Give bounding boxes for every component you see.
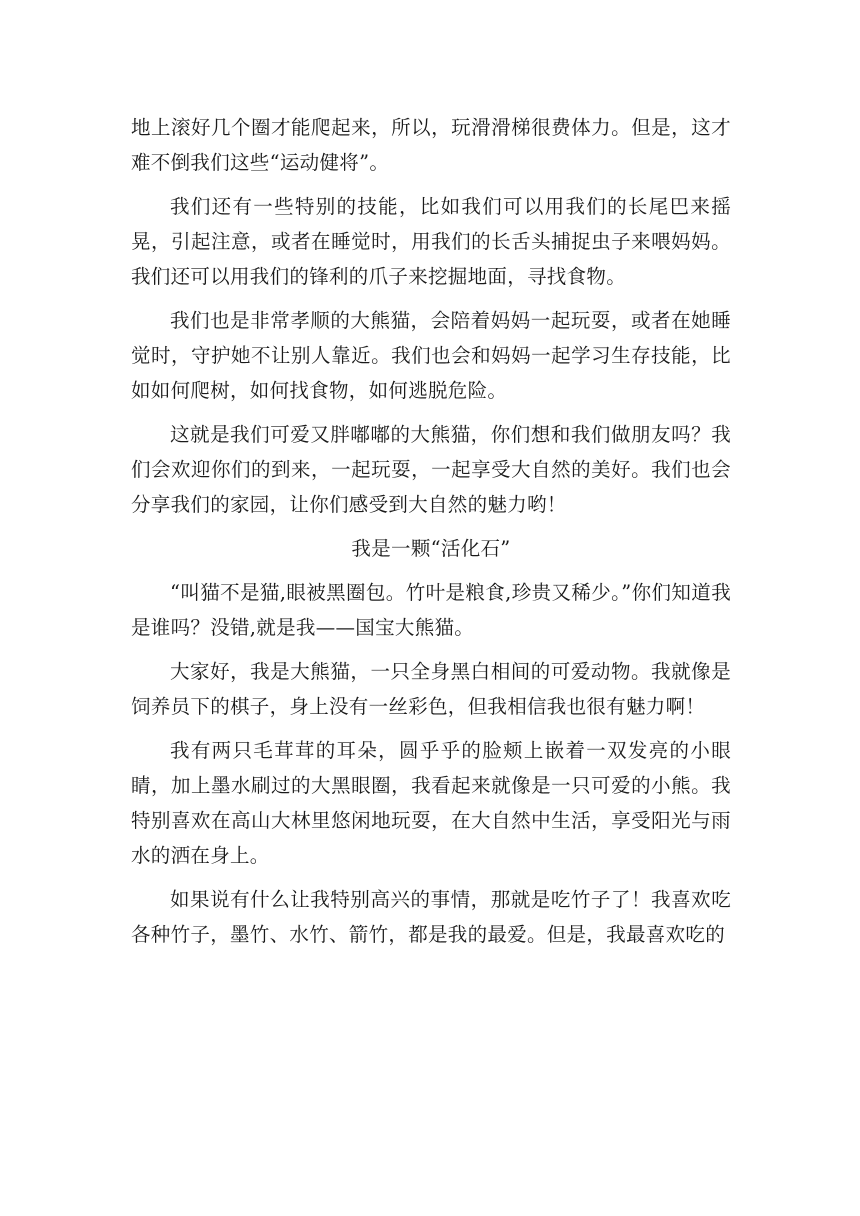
paragraph: 我们也是非常孝顺的大熊猫，会陪着妈妈一起玩耍，或者在她睡觉时，守护她不让别人靠近。我们也会和妈妈一起学习生存技能，比如如何爬树，如何找食物，如何逃脱危险。 — [131, 309, 731, 402]
paragraph: 我们还有一些特别的技能，比如我们可以用我们的长尾巴来摇晃，引起注意，或者在睡觉时，用我们的长舌头捕捉虫子来喂妈妈。我们还可以用我们的锋利的爪子来挖掘地面，寻找食物。 — [131, 195, 731, 288]
paragraph: “叫猫不是猫,眼被黑圈包。竹叶是粮食,珍贵又稀少。”你们知道我是谁吗？没错,就是我——国宝大熊猫。 — [131, 581, 731, 639]
paragraph: 我有两只毛茸茸的耳朵，圆乎乎的脸颊上嵌着一双发亮的小眼睛，加上墨水刷过的大黑眼圈，我看起来就像是一只可爱的小熊。我特别喜欢在高山大林里悠闲地玩耍，在大自然中生活，享受阳光与雨水的洒在身上。 — [131, 739, 731, 867]
paragraph: 大家好，我是大熊猫，一只全身黑白相间的可爱动物。我就像是饲养员下的棋子，身上没有一丝彩色，但我相信我也很有魅力啊！ — [131, 660, 731, 718]
section-title: 我是一颗“活化石” — [351, 537, 511, 560]
paragraph: 如果说有什么让我特别高兴的事情，那就是吃竹子了！我喜欢吃各种竹子，墨竹、水竹、箭竹，都是我的最爱。但是，我最喜欢吃的 — [131, 888, 731, 946]
document-body — [131, 110, 731, 961]
paragraph: 地上滚好几个圈才能爬起来，所以，玩滑滑梯很费体力。但是，这才难不倒我们这些“运动健将”。 — [131, 116, 731, 174]
paragraph: 这就是我们可爱又胖嘟嘟的大熊猫，你们想和我们做朋友吗？我们会欢迎你们的到来，一起玩耍，一起享受大自然的美好。我们也会分享我们的家园，让你们感受到大自然的魅力哟！ — [131, 423, 731, 516]
